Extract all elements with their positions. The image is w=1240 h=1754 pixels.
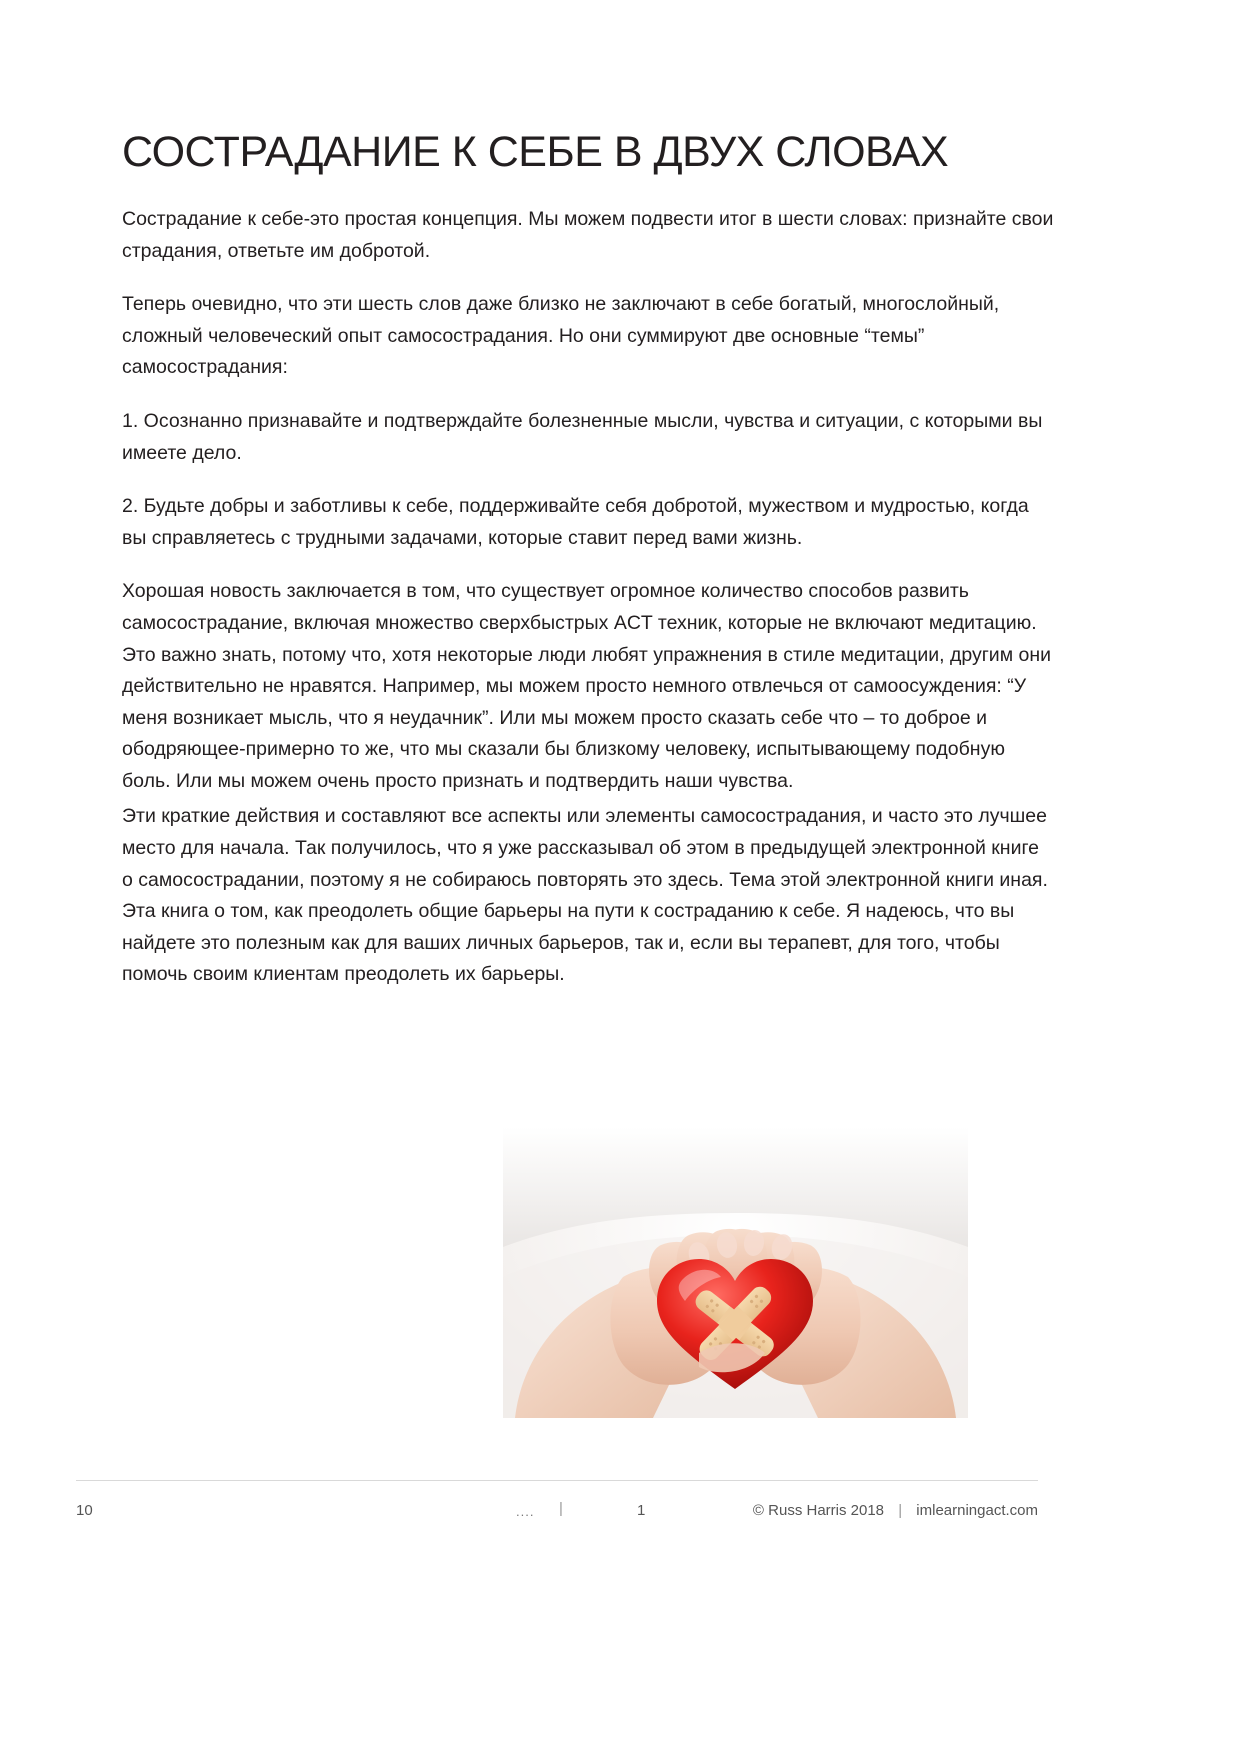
list-item-1: 1. Осознанно признавайте и подтверждайте болезненные мысли, чувства и ситуации, с которыми вы имеете дело. [122,410,1043,464]
footer-copyright: © Russ Harris 2018 [752,1502,885,1519]
paragraph-1: Сострадание к себе-это простая концепция. Мы можем подвести итог в шести словах: признайте свои страдания, ответьте им добротой. [122,208,1054,262]
footer-page-label: 10 [76,1502,93,1519]
paragraph-2: Теперь очевидно, что эти шесть слов даже близко не заключают в себе богатый, многослойный, сложный человеческий опыт самосострадания. Но они суммируют две основные “темы” самосострадания: [122,293,1000,379]
document-content [122,128,1054,1013]
page-title: СОСТРАДАНИЕ К СЕБЕ В ДВУХ СЛОВАХ [122,128,949,176]
footer-credits [753,1502,1038,1519]
heart-photo-figure [503,1127,968,1418]
list-item-2: 2. Будьте добры и заботливы к себе, поддерживайте себя добротой, мужеством и мудростью, когда вы справляетесь с трудными задачами, которые ставит перед вами жизнь. [122,495,1029,549]
footer-page-number: 1 [637,1502,646,1519]
footer-credit-separator: | [898,1502,903,1519]
paragraph-3: Хорошая новость заключается в том, что существует огромное количество способов развить самосострадание, включая множество сверхбыстрых ACT техник, которые не включают медитацию. Это важно знать, потому что, хотя некоторые люди любят упражнения в стиле медитации, другим они действительно не нравятся. Например, мы можем просто немного отвлечься от самоосуждения: “У меня возникает мысль, что я неудачник”. Или мы можем просто сказать себе что – то доброе и ободряющее-примерно то же, что мы сказали бы близкому человеку, испытывающему подобную боль. Или мы можем очень просто признать и подтвердить наши чувства. [122,580,1052,792]
paragraph-4: Эти краткие действия и составляют все аспекты или элементы самосострадания, и часто это лучшее место для начала. Так получилось, что я уже рассказывал об этом в предыдущей электронной книге о самосострадании, поэтому я не собираюсь повторять это здесь. Тема этой электронной книги иная. Эта книга о том, как преодолеть общие барьеры на пути к состраданию к себе. Я надеюсь, что вы найдете это полезным как для ваших личных барьеров, так и, если вы терапевт, для того, чтобы помочь своим клиентам преодолеть их барьеры. [122,805,1048,986]
footer-separator: | [559,1500,563,1517]
hands-holding-heart-image [503,1127,968,1418]
footer-website: imlearningact.com [916,1502,1038,1519]
footer-divider [76,1480,1038,1481]
page-footer [76,1496,1038,1526]
footer-dots: .... [516,1504,535,1519]
